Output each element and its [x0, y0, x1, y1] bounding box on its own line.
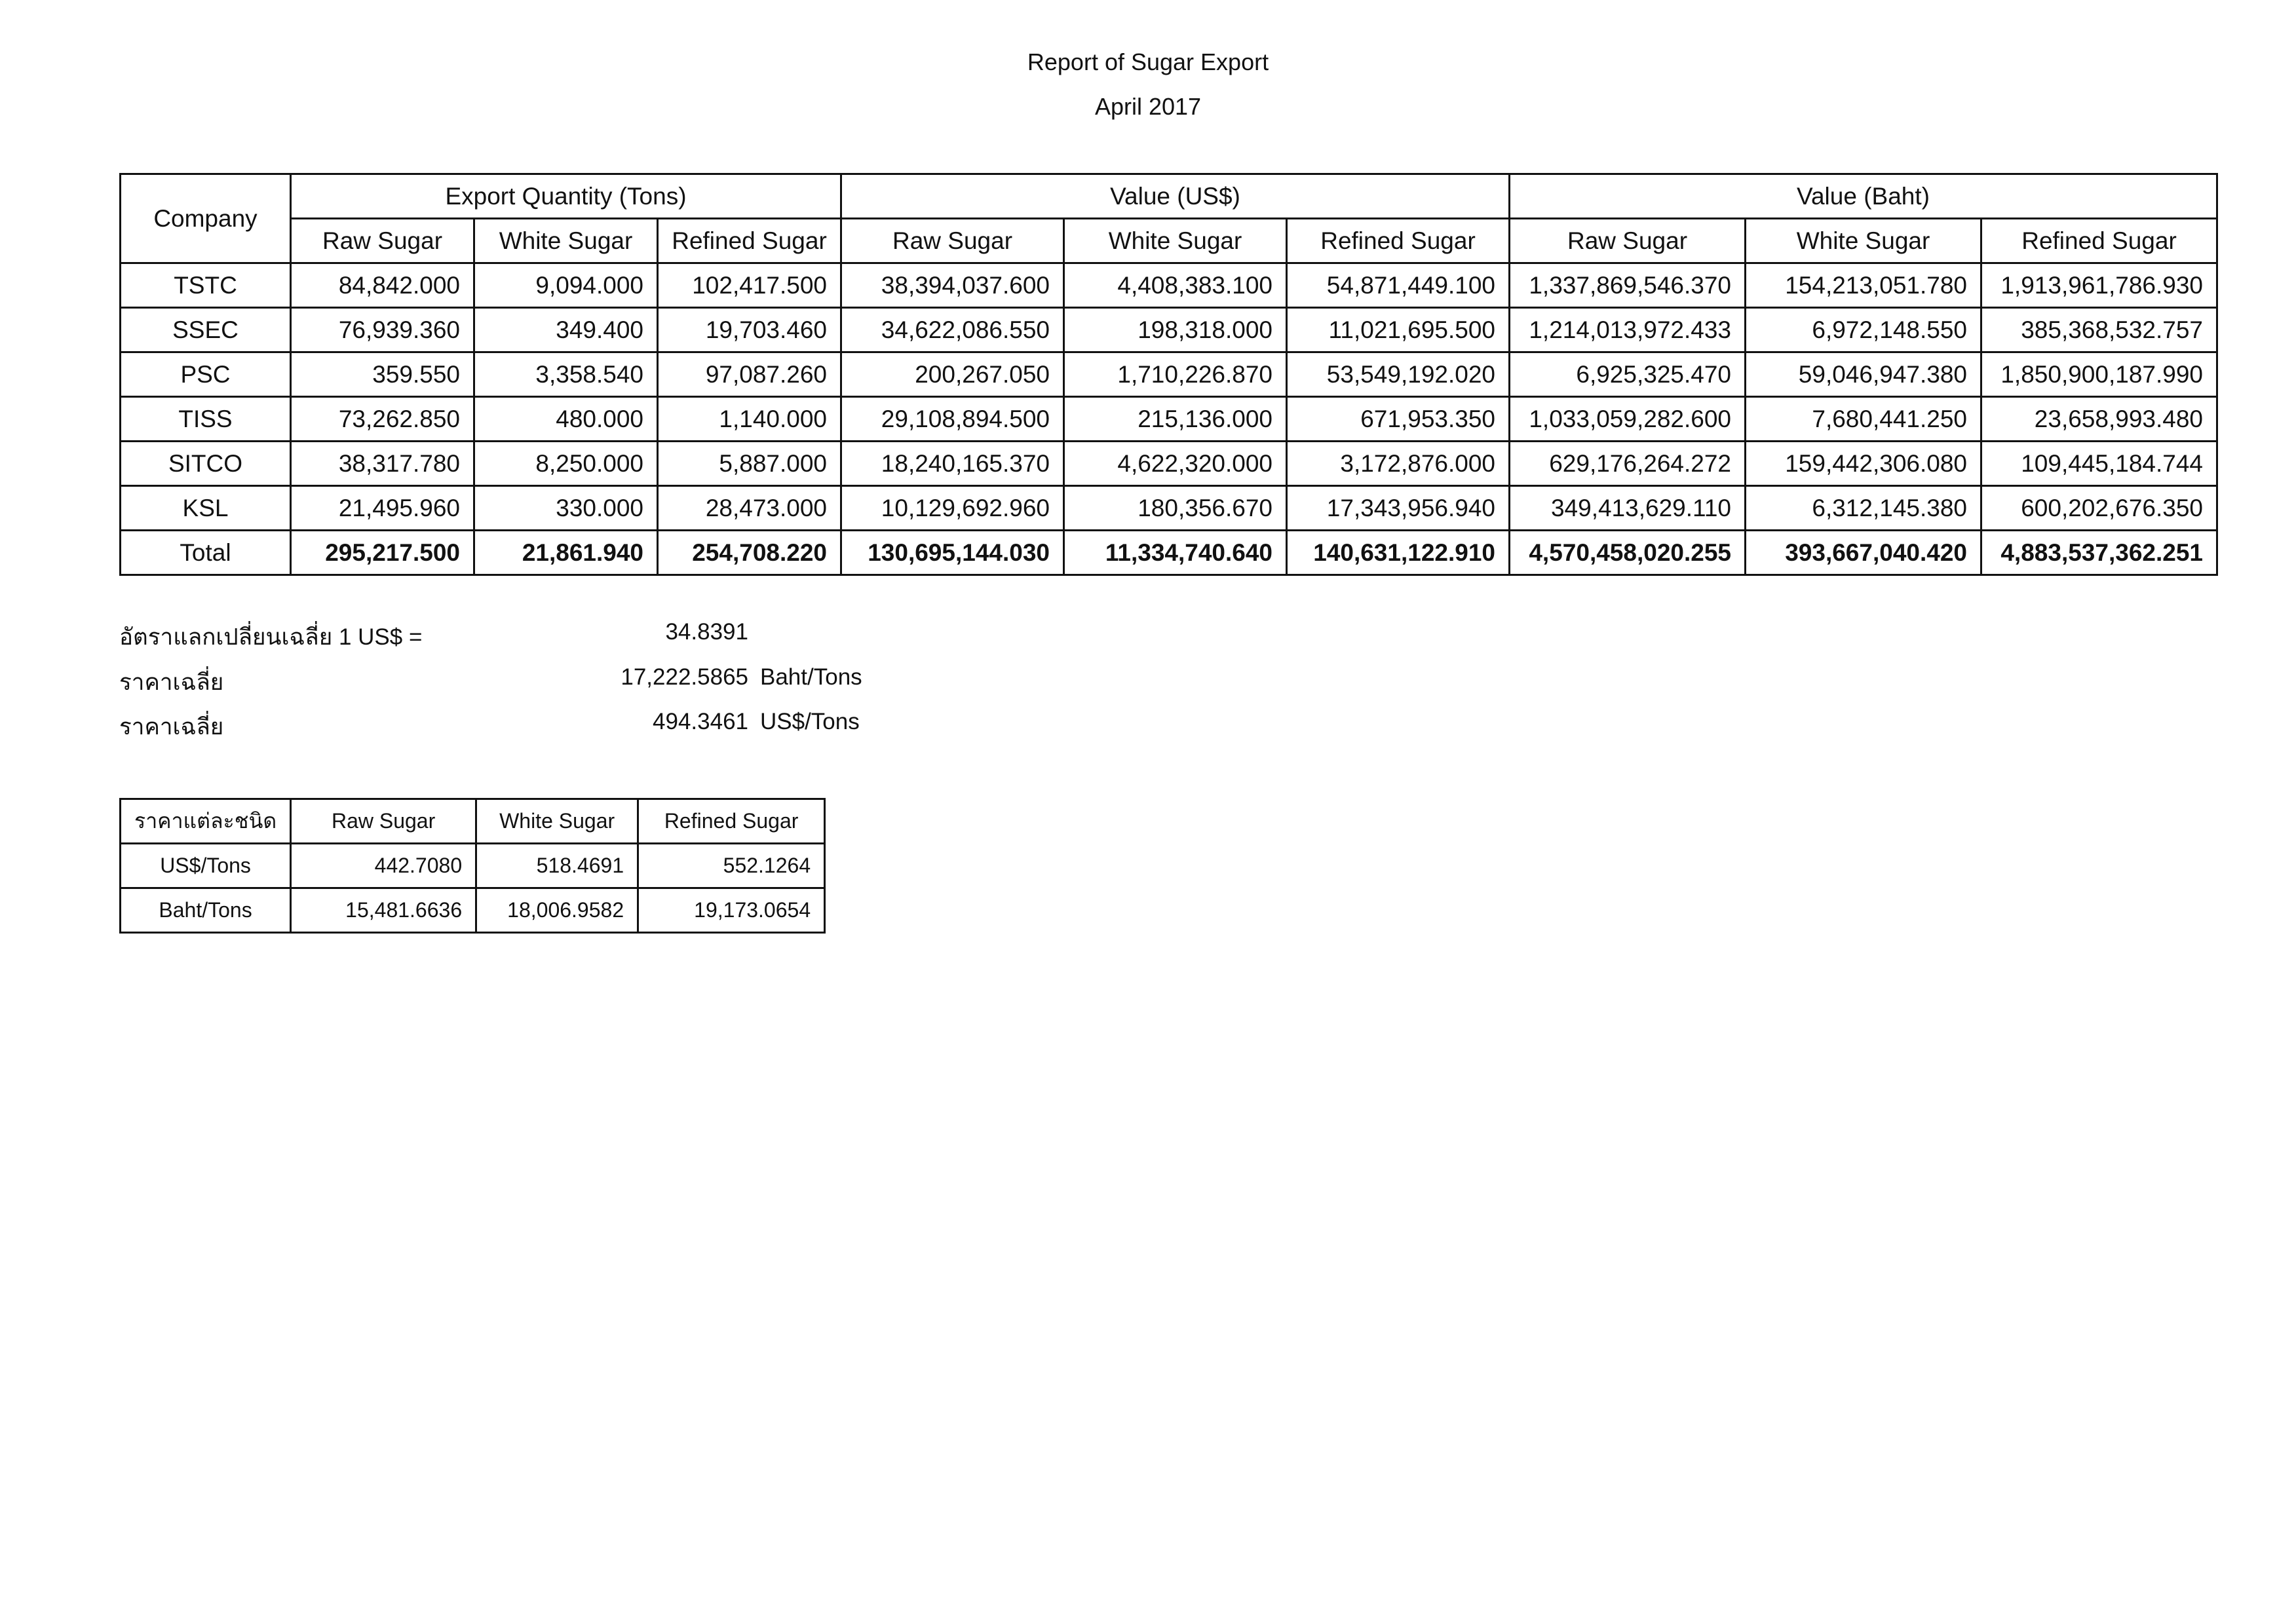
- table-cell: 6,972,148.550: [1746, 308, 1981, 352]
- table-row: [121, 397, 2217, 442]
- column-header: White Sugar: [474, 219, 658, 263]
- avg-price-label: ราคาเฉลี่ย: [119, 670, 224, 695]
- table-cell: 442.7080: [291, 844, 476, 888]
- table-row: [121, 352, 2217, 397]
- table-cell: 23,658,993.480: [1981, 397, 2217, 442]
- column-header: Refined Sugar: [1981, 219, 2217, 263]
- avg-price-usd-value: 494.3461: [653, 709, 748, 734]
- table-cell: 5,887.000: [658, 442, 841, 486]
- company-name: TISS: [121, 397, 291, 442]
- table-cell: 17,343,956.940: [1287, 486, 1510, 531]
- group-header-value-usd: Value (US$): [841, 174, 1510, 219]
- group-header-value-baht: Value (Baht): [1510, 174, 2217, 219]
- column-header: Raw Sugar: [841, 219, 1064, 263]
- table-cell: 28,473.000: [658, 486, 841, 531]
- column-header: ราคาแต่ละชนิด: [121, 799, 291, 844]
- table-cell: 10,129,692.960: [841, 486, 1064, 531]
- column-header: Refined Sugar: [638, 799, 825, 844]
- table-cell: 154,213,051.780: [1746, 263, 1981, 308]
- table-cell: 53,549,192.020: [1287, 352, 1510, 397]
- table-cell: 76,939.360: [291, 308, 474, 352]
- company-header: Company: [121, 174, 291, 263]
- table-cell: 54,871,449.100: [1287, 263, 1510, 308]
- table-cell: 11,334,740.640: [1064, 531, 1287, 575]
- table-cell: 1,337,869,546.370: [1510, 263, 1746, 308]
- table-cell: 9,094.000: [474, 263, 658, 308]
- table-cell: 359.550: [291, 352, 474, 397]
- table-cell: 552.1264: [638, 844, 825, 888]
- table-cell: 159,442,306.080: [1746, 442, 1981, 486]
- table-cell: 6,312,145.380: [1746, 486, 1981, 531]
- column-header: White Sugar: [476, 799, 638, 844]
- group-header-quantity: Export Quantity (Tons): [291, 174, 841, 219]
- report-period: April 2017: [1094, 93, 1202, 120]
- table-cell: 1,850,900,187.990: [1981, 352, 2217, 397]
- avg-price-label: ราคาเฉลี่ย: [119, 714, 224, 740]
- table-cell: 198,318.000: [1064, 308, 1287, 352]
- column-header: White Sugar: [1746, 219, 1981, 263]
- table-row: [121, 263, 2217, 308]
- table-cell: 73,262.850: [291, 397, 474, 442]
- table-cell: 38,394,037.600: [841, 263, 1064, 308]
- avg-price-baht-value: 17,222.5865: [621, 664, 748, 690]
- column-header: Raw Sugar: [291, 799, 476, 844]
- column-header: Refined Sugar: [658, 219, 841, 263]
- table-cell: 102,417.500: [658, 263, 841, 308]
- table-cell: 3,172,876.000: [1287, 442, 1510, 486]
- table-cell: 7,680,441.250: [1746, 397, 1981, 442]
- table-cell: 21,495.960: [291, 486, 474, 531]
- table-cell: 1,913,961,786.930: [1981, 263, 2217, 308]
- table-cell: 18,240,165.370: [841, 442, 1064, 486]
- table-row: [121, 844, 825, 888]
- table-cell: 59,046,947.380: [1746, 352, 1981, 397]
- table-cell: 4,570,458,020.255: [1510, 531, 1746, 575]
- table-cell: 1,033,059,282.600: [1510, 397, 1746, 442]
- table-cell: 21,861.940: [474, 531, 658, 575]
- column-header: Raw Sugar: [1510, 219, 1746, 263]
- table-cell: 18,006.9582: [476, 888, 638, 933]
- table-row: [121, 442, 2217, 486]
- avg-price-usd-unit: US$/Tons: [760, 709, 860, 734]
- table-cell: 671,953.350: [1287, 397, 1510, 442]
- table-cell: 518.4691: [476, 844, 638, 888]
- table-cell: 130,695,144.030: [841, 531, 1064, 575]
- table-cell: 34,622,086.550: [841, 308, 1064, 352]
- table-row: [121, 308, 2217, 352]
- table-cell: 480.000: [474, 397, 658, 442]
- table-cell: 4,622,320.000: [1064, 442, 1287, 486]
- table-cell: 349.400: [474, 308, 658, 352]
- column-header: Raw Sugar: [291, 219, 474, 263]
- total-label: Total: [121, 531, 291, 575]
- table-cell: 8,250.000: [474, 442, 658, 486]
- table-cell: 330.000: [474, 486, 658, 531]
- table-cell: 629,176,264.272: [1510, 442, 1746, 486]
- table-cell: 3,358.540: [474, 352, 658, 397]
- table-cell: 215,136.000: [1064, 397, 1287, 442]
- table-cell: 29,108,894.500: [841, 397, 1064, 442]
- report-title: Report of Sugar Export: [1027, 48, 1269, 75]
- table-cell: 393,667,040.420: [1746, 531, 1981, 575]
- table-cell: 19,173.0654: [638, 888, 825, 933]
- sugar-export-table: [119, 173, 2218, 576]
- company-name: SSEC: [121, 308, 291, 352]
- table-cell: 1,214,013,972.433: [1510, 308, 1746, 352]
- company-name: SITCO: [121, 442, 291, 486]
- column-header: Refined Sugar: [1287, 219, 1510, 263]
- table-row: [121, 888, 825, 933]
- price-per-type-table: [119, 798, 826, 934]
- table-cell: 15,481.6636: [291, 888, 476, 933]
- table-cell: 600,202,676.350: [1981, 486, 2217, 531]
- table-cell: 6,925,325.470: [1510, 352, 1746, 397]
- table-cell: 1,140.000: [658, 397, 841, 442]
- table-row: [121, 486, 2217, 531]
- company-name: PSC: [121, 352, 291, 397]
- table-cell: 84,842.000: [291, 263, 474, 308]
- company-name: TSTC: [121, 263, 291, 308]
- avg-price-baht-unit: Baht/Tons: [760, 664, 862, 690]
- table-cell: 109,445,184.744: [1981, 442, 2217, 486]
- table-cell: 38,317.780: [291, 442, 474, 486]
- table-cell: 200,267.050: [841, 352, 1064, 397]
- table-cell: 97,087.260: [658, 352, 841, 397]
- row-label: Baht/Tons: [121, 888, 291, 933]
- column-header: White Sugar: [1064, 219, 1287, 263]
- table-cell: 4,408,383.100: [1064, 263, 1287, 308]
- table-cell: 349,413,629.110: [1510, 486, 1746, 531]
- table-cell: 4,883,537,362.251: [1981, 531, 2217, 575]
- table-cell: 385,368,532.757: [1981, 308, 2217, 352]
- table-cell: 295,217.500: [291, 531, 474, 575]
- total-row: [121, 531, 2217, 575]
- table-cell: 254,708.220: [658, 531, 841, 575]
- table-cell: 19,703.460: [658, 308, 841, 352]
- table-cell: 180,356.670: [1064, 486, 1287, 531]
- table-cell: 1,710,226.870: [1064, 352, 1287, 397]
- exchange-rate-value: 34.8391: [665, 619, 748, 645]
- row-label: US$/Tons: [121, 844, 291, 888]
- company-name: KSL: [121, 486, 291, 531]
- table-cell: 11,021,695.500: [1287, 308, 1510, 352]
- table-cell: 140,631,122.910: [1287, 531, 1510, 575]
- exchange-rate-label: อัตราแลกเปลี่ยนเฉลี่ย 1 US$ =: [119, 624, 423, 650]
